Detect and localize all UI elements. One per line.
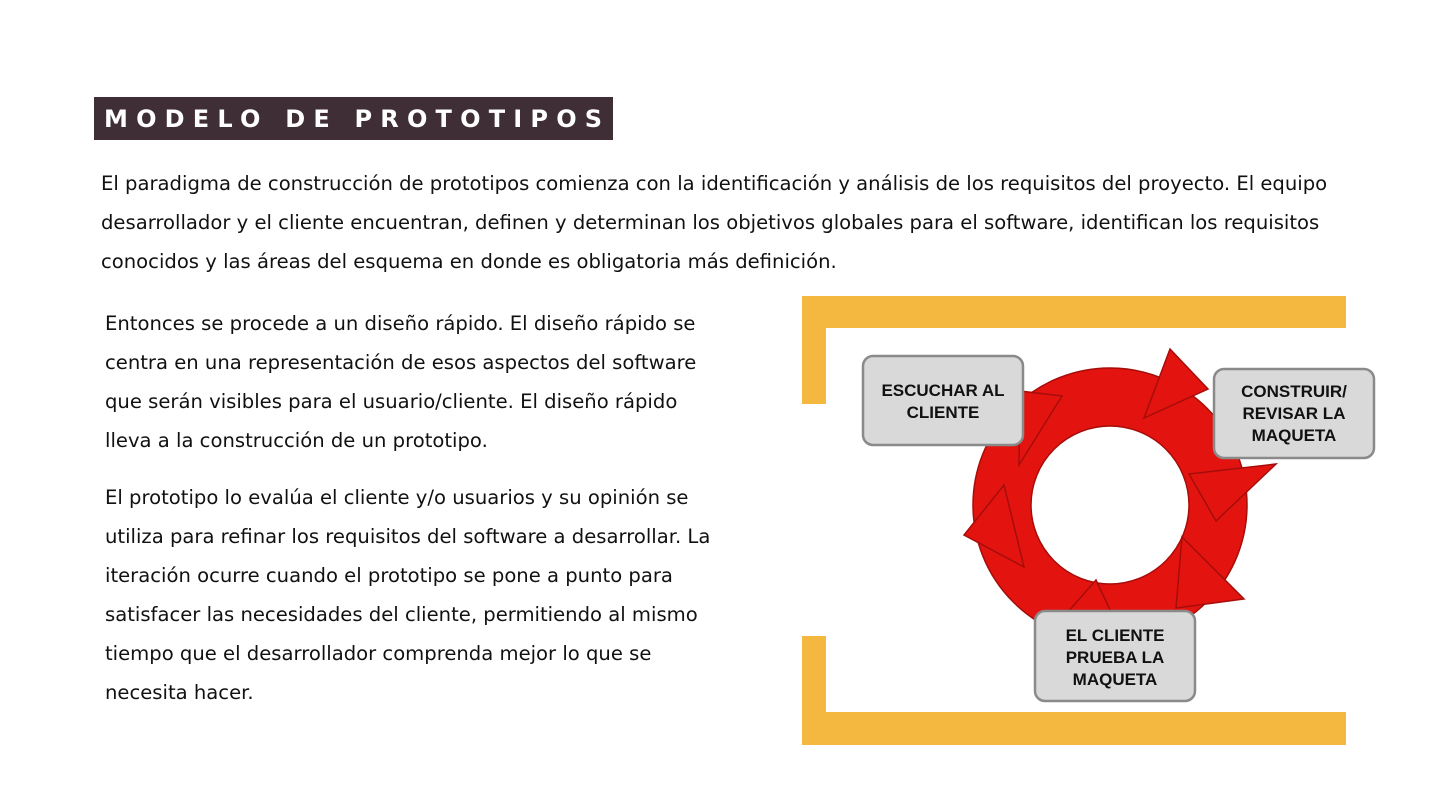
step-build-line-2: REVISAR LA [1242, 404, 1346, 423]
intro-paragraph: El paradigma de construcción de prototipos comienza con la identificación y análisis de los requisitos del proyecto. El equipo desarrollador y el cliente encuentran, definen y determinan los objetivos globales para el software, identifican los requisitos conocidos y las áreas del esquema en donde es obligatoria más definición. [101, 172, 1328, 273]
step-test-line-2: PRUEBA LA [1065, 648, 1165, 667]
step-test-line-3: MAQUETA [1072, 670, 1158, 689]
step-build-line-1: CONSTRUIR/ [1241, 382, 1347, 401]
step-box-listen-shape [863, 356, 1023, 445]
step-box-test [1035, 611, 1195, 701]
step-box-build [1214, 369, 1374, 458]
cycle-ring-inner-edge [1031, 426, 1189, 584]
body-paragraph-1: Entonces se procede a un diseño rápido. El diseño rápido se centra en una representación de esos aspectos del software que serán visibles para el usuario/cliente. El diseño rápido lleva a la construcción de un prototipo. [105, 312, 697, 452]
slide-title: MODELO DE PROTOTIPOS [104, 104, 611, 133]
step-test-line-1: EL CLIENTE [1065, 626, 1165, 645]
frame-left-top-bar [802, 296, 826, 404]
prototype-cycle-diagram [800, 293, 1380, 748]
frame-bottom-bar [802, 712, 1346, 745]
title-bar [94, 97, 613, 140]
step-listen-line-1: ESCUCHAR AL [881, 381, 1005, 400]
step-box-listen [863, 356, 1023, 445]
step-listen-line-2: CLIENTE [906, 403, 980, 422]
body-paragraph-2: El prototipo lo evalúa el cliente y/o usuarios y su opinión se utiliza para refinar los requisitos del software a desarrollar. La iteración ocurre cuando el prototipo se pone a punto para satisfacer las necesidades del cliente, permitiendo al mismo tiempo que el desarrollador comprenda mejor lo que se necesita hacer. [105, 486, 711, 704]
frame-top-bar [802, 296, 1346, 328]
step-build-line-3: MAQUETA [1251, 426, 1337, 445]
